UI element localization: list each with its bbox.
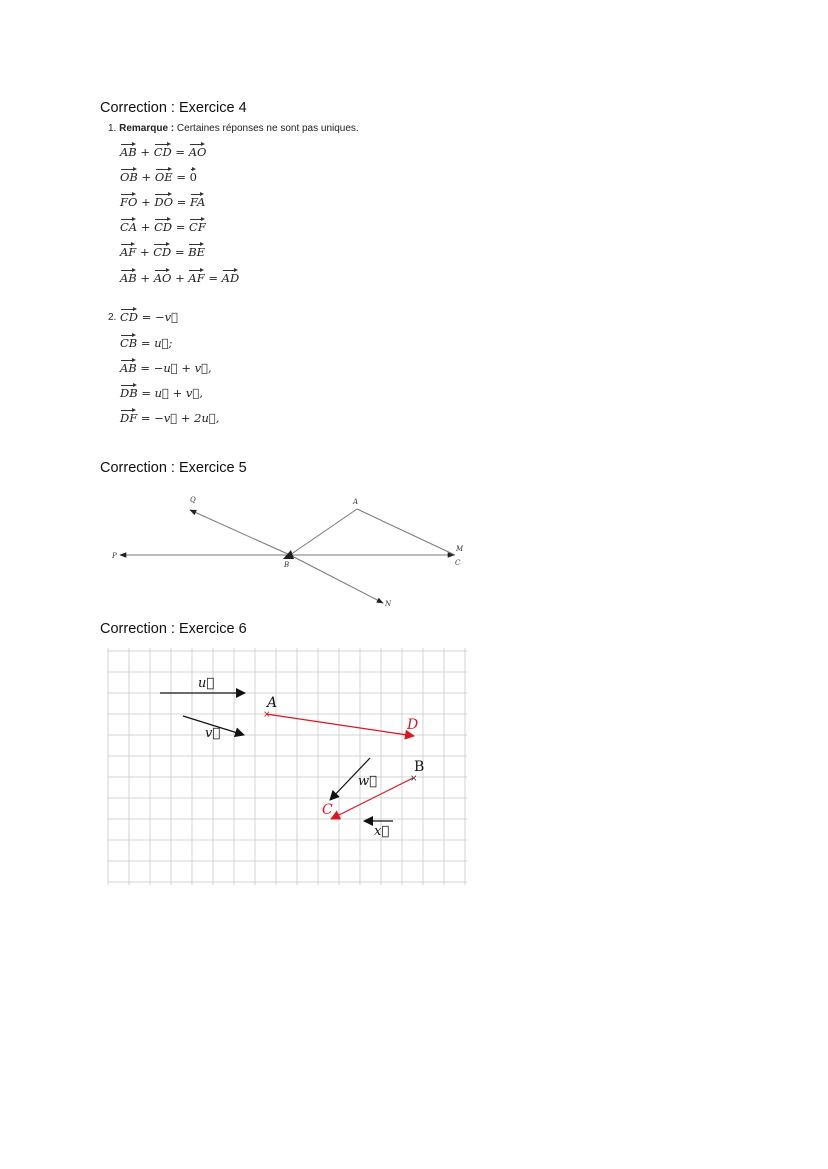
part-2-number: 2.: [108, 312, 117, 323]
vector-a-to-d: [266, 714, 414, 736]
exercise-5-figure: [0, 480, 828, 620]
label-m: M: [456, 545, 464, 553]
label-p: P: [112, 552, 117, 560]
label-b: B: [414, 759, 425, 775]
label-x: x⃗: [374, 824, 390, 839]
exercise-6-title: Correction : Exercice 6: [100, 621, 247, 637]
label-w: w⃗: [358, 774, 377, 789]
label-c: C: [455, 559, 461, 567]
equation-8: CB = u⃗;: [120, 333, 172, 350]
equation-4: CA + CD = CF: [120, 217, 206, 234]
equation-7: CD = −v⃗: [120, 307, 178, 324]
exercise-4-title: Correction : Exercice 4: [100, 100, 247, 116]
equation-3: FO + DO = FA: [120, 192, 205, 209]
remark-text: Certaines réponses ne sont pas uniques.: [176, 123, 359, 134]
vector-to-n: [290, 555, 383, 603]
remark-label: Remarque :: [119, 123, 175, 134]
equation-9: AB = −u⃗ + v⃗,: [120, 358, 212, 375]
segment-b-a: [290, 509, 357, 555]
equation-11: DF = −v⃗ + 2u⃗,: [120, 408, 219, 425]
label-a: A: [267, 695, 278, 711]
label-v: v⃗: [205, 726, 221, 741]
equation-10: DB = u⃗ + v⃗,: [120, 383, 203, 400]
vector-to-q: [190, 510, 290, 555]
exercise-6-grid-figure: [0, 640, 828, 900]
point-mark-a: ×: [263, 710, 271, 720]
label-c: C: [322, 802, 333, 818]
equation-2: OB + OE = 0: [120, 167, 197, 184]
label-b: B: [284, 561, 290, 569]
label-q: Q: [190, 496, 196, 504]
point-mark-b: ×: [410, 774, 418, 784]
equation-5: AF + CD = BE: [120, 242, 205, 259]
remark-line: [108, 123, 359, 134]
exercise-5-title: Correction : Exercice 5: [100, 460, 247, 476]
equation-1: AB + CD = AO: [120, 142, 206, 159]
label-u: u⃗: [198, 676, 215, 691]
equation-6: AB + AO + AF = AD: [120, 268, 239, 285]
segment-a-m: [357, 509, 455, 555]
label-n: N: [385, 600, 392, 608]
label-a: A: [353, 498, 359, 506]
label-d: D: [407, 717, 419, 733]
part-1-number: 1.: [108, 123, 117, 134]
